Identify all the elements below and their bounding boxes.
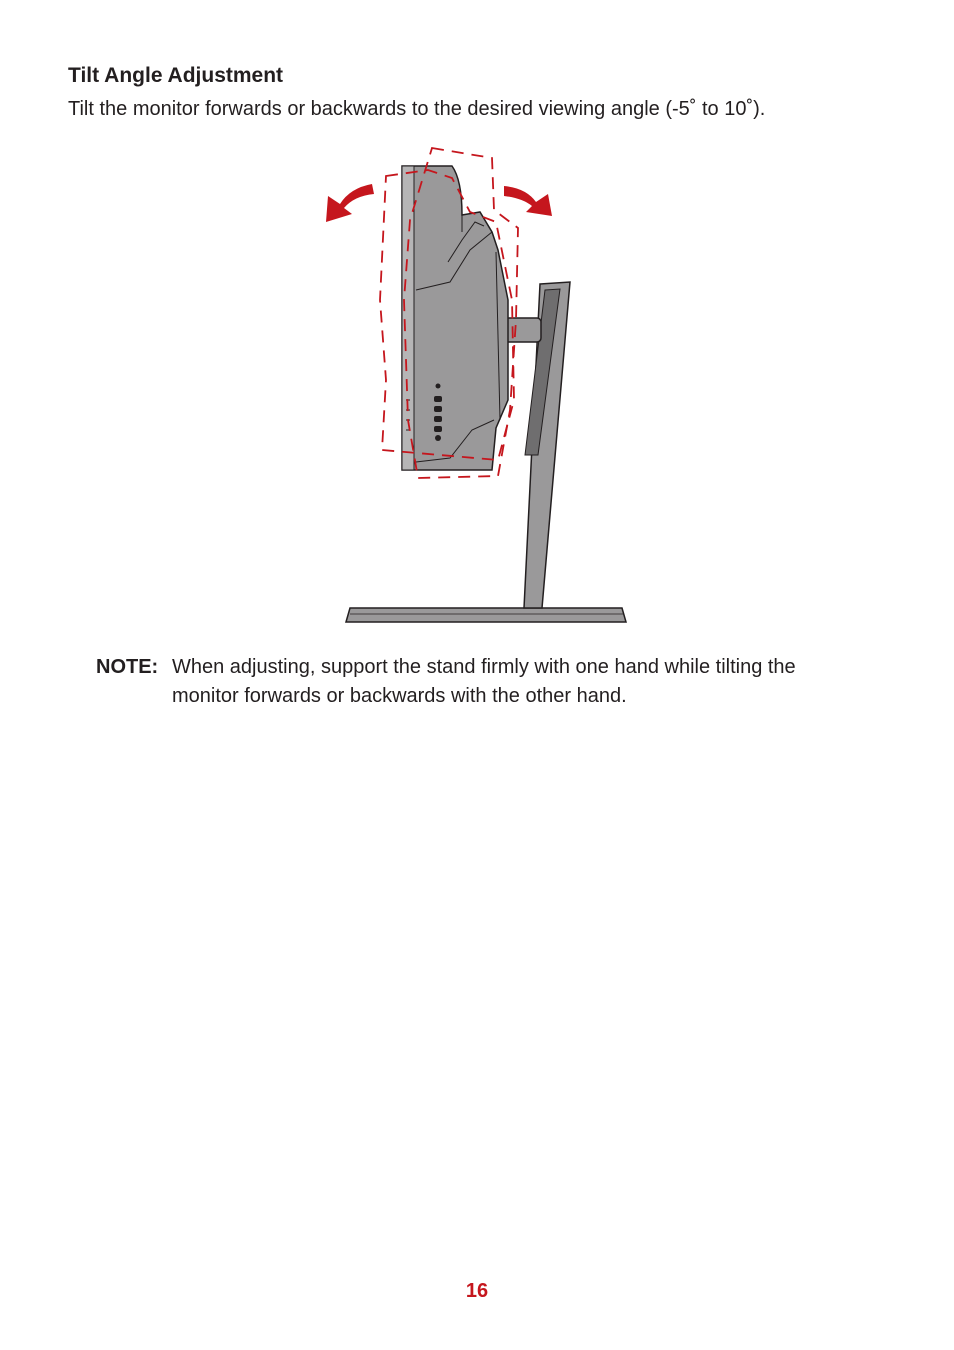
tilt-forward-arrow-icon xyxy=(504,186,552,216)
note-line-2: monitor forwards or backwards with the other hand. xyxy=(172,685,627,707)
stand-base xyxy=(346,608,626,622)
section-description: Tilt the monitor forwards or backwards to the desired viewing angle (-5˚ to 10˚). xyxy=(68,98,766,120)
note-label: NOTE: xyxy=(96,656,159,678)
stand-hinge xyxy=(505,318,541,342)
note-line-1: When adjusting, support the stand firmly with one hand while tilting the xyxy=(172,656,796,678)
monitor-tilt-illustration xyxy=(320,140,640,630)
note-block xyxy=(96,653,896,711)
page-number: 16 xyxy=(465,1280,489,1302)
section-title: Tilt Angle Adjustment xyxy=(68,64,284,87)
tilt-back-arrow-icon xyxy=(326,184,374,222)
monitor-body xyxy=(402,166,508,470)
